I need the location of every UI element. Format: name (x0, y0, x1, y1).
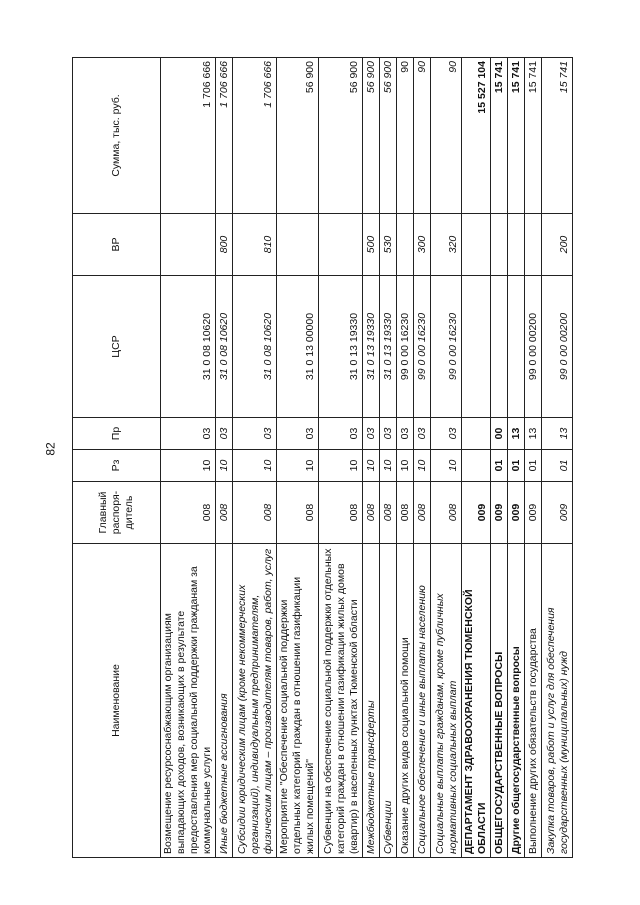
cell-csr: 31 0 13 19330 (319, 276, 363, 418)
cell-vr: 530 (380, 214, 397, 276)
header-rz: Рз (73, 450, 161, 482)
cell-rz (462, 450, 491, 482)
header-admin: Главный распоря- дитель (73, 482, 161, 544)
cell-admin: 009 (542, 482, 573, 544)
cell-sum: 56 900 (319, 58, 363, 214)
cell-pr: 03 (233, 418, 277, 450)
cell-rz: 10 (380, 450, 397, 482)
cell-vr: 800 (216, 214, 233, 276)
cell-admin: 008 (319, 482, 363, 544)
cell-rz: 01 (508, 450, 525, 482)
cell-csr (508, 276, 525, 418)
header-sum: Сумма, тыс. руб. (73, 58, 161, 214)
cell-admin: 008 (277, 482, 319, 544)
cell-pr: 00 (491, 418, 508, 450)
cell-name: Социальные выплаты гражданам, кроме публичных нормативных социальных выплат (431, 544, 462, 858)
header-csr: ЦСР (73, 276, 161, 418)
cell-vr (508, 214, 525, 276)
cell-rz: 10 (319, 450, 363, 482)
cell-name: ДЕПАРТАМЕНТ ЗДРАВООХРАНЕНИЯ ТЮМЕНСКОЙ ОБЛАСТИ (462, 544, 491, 858)
cell-sum: 15 741 (491, 58, 508, 214)
cell-csr (462, 276, 491, 418)
cell-vr (397, 214, 414, 276)
header-vr: ВР (73, 214, 161, 276)
cell-admin: 008 (363, 482, 380, 544)
cell-vr: 200 (542, 214, 573, 276)
cell-sum: 15 741 (542, 58, 573, 214)
cell-vr (277, 214, 319, 276)
cell-rz: 10 (431, 450, 462, 482)
cell-admin: 009 (462, 482, 491, 544)
cell-admin: 008 (216, 482, 233, 544)
cell-vr: 320 (431, 214, 462, 276)
cell-admin: 008 (380, 482, 397, 544)
cell-sum: 1 706 666 (161, 58, 216, 214)
cell-rz: 10 (414, 450, 431, 482)
cell-sum: 15 527 104 (462, 58, 491, 214)
cell-admin: 008 (161, 482, 216, 544)
cell-name: Оказание других видов социальной помощи (397, 544, 414, 858)
table-row (363, 58, 380, 858)
table-row (525, 58, 542, 858)
cell-rz: 01 (491, 450, 508, 482)
cell-vr (319, 214, 363, 276)
table-row (462, 58, 491, 858)
cell-name: Межбюджетные трансферты (363, 544, 380, 858)
cell-pr (462, 418, 491, 450)
cell-pr: 13 (525, 418, 542, 450)
cell-pr: 13 (508, 418, 525, 450)
cell-sum: 15 741 (508, 58, 525, 214)
cell-rz: 10 (161, 450, 216, 482)
cell-pr: 03 (363, 418, 380, 450)
cell-csr: 99 0 00 16230 (414, 276, 431, 418)
cell-pr: 03 (431, 418, 462, 450)
table-row (397, 58, 414, 858)
cell-vr (491, 214, 508, 276)
cell-name: Мероприятие "Обеспечение социальной поддержки отдельных категорий граждан в отношении газификации жилых помещений" (277, 544, 319, 858)
cell-name: Социальное обеспечение и иные выплаты населению (414, 544, 431, 858)
cell-name: Выполнение других обязательств государства (525, 544, 542, 858)
cell-pr: 03 (397, 418, 414, 450)
cell-sum: 1 706 666 (233, 58, 277, 214)
cell-rz: 10 (233, 450, 277, 482)
cell-sum: 90 (397, 58, 414, 214)
table-row (277, 58, 319, 858)
table-row (319, 58, 363, 858)
cell-rz: 01 (542, 450, 573, 482)
cell-admin: 008 (397, 482, 414, 544)
cell-admin: 009 (491, 482, 508, 544)
cell-csr: 99 0 00 00200 (525, 276, 542, 418)
cell-name: Возмещение ресурсоснабжающим организациям выпадающих доходов, возникающих в результате предоставления мер социальной поддержки гражданам за коммунальные услуги (161, 544, 216, 858)
cell-sum: 1 706 666 (216, 58, 233, 214)
header-pr: Пр (73, 418, 161, 450)
cell-vr: 500 (363, 214, 380, 276)
cell-pr: 03 (319, 418, 363, 450)
cell-name: Иные бюджетные ассигнования (216, 544, 233, 858)
cell-pr: 03 (161, 418, 216, 450)
cell-name: Субвенции (380, 544, 397, 858)
cell-admin: 008 (431, 482, 462, 544)
cell-csr (491, 276, 508, 418)
cell-vr (462, 214, 491, 276)
cell-csr: 31 0 13 00000 (277, 276, 319, 418)
table-row (431, 58, 462, 858)
cell-name: Субсидии юридическим лицам (кроме некоммерческих организаций), индивидуальным предпринимателям, физическим лицам – производителям товаров, работ, услуг (233, 544, 277, 858)
cell-name: Субвенции на обеспечение социальной поддержки отдельных категорий граждан в отношении газификации жилых домов (квартир) в населенных пунктах Тюменской области (319, 544, 363, 858)
cell-sum: 56 900 (363, 58, 380, 214)
cell-vr (525, 214, 542, 276)
cell-csr: 31 0 13 19330 (380, 276, 397, 418)
cell-csr: 31 0 13 19330 (363, 276, 380, 418)
rotated-page (72, 58, 572, 858)
cell-sum: 56 900 (380, 58, 397, 214)
table-row (542, 58, 573, 858)
cell-pr: 03 (380, 418, 397, 450)
table-row (414, 58, 431, 858)
cell-name: Другие общегосударственные вопросы (508, 544, 525, 858)
cell-admin: 008 (233, 482, 277, 544)
cell-admin: 009 (525, 482, 542, 544)
cell-rz: 10 (397, 450, 414, 482)
page-number: 82 (43, 442, 58, 456)
cell-pr: 03 (414, 418, 431, 450)
cell-vr (161, 214, 216, 276)
table-row (216, 58, 233, 858)
cell-csr: 99 0 00 00200 (542, 276, 573, 418)
cell-sum: 90 (414, 58, 431, 214)
cell-admin: 009 (508, 482, 525, 544)
budget-table (72, 57, 573, 858)
cell-name: Закупка товаров, работ и услуг для обеспечения государственных (муниципальных) нужд (542, 544, 573, 858)
cell-pr: 13 (542, 418, 573, 450)
cell-csr: 31 0 08 10620 (233, 276, 277, 418)
cell-admin: 008 (414, 482, 431, 544)
cell-vr: 810 (233, 214, 277, 276)
cell-csr: 31 0 08 10620 (161, 276, 216, 418)
table-row (508, 58, 525, 858)
cell-rz: 10 (216, 450, 233, 482)
table-body (161, 58, 573, 858)
header-name: Наименование (73, 544, 161, 858)
table-row (380, 58, 397, 858)
cell-sum: 15 741 (525, 58, 542, 214)
table-row (233, 58, 277, 858)
cell-csr: 31 0 08 10620 (216, 276, 233, 418)
cell-pr: 03 (277, 418, 319, 450)
cell-csr: 99 0 00 16230 (397, 276, 414, 418)
cell-pr: 03 (216, 418, 233, 450)
cell-rz: 10 (363, 450, 380, 482)
table-row (491, 58, 508, 858)
table-row (161, 58, 216, 858)
cell-sum: 90 (431, 58, 462, 214)
cell-rz: 01 (525, 450, 542, 482)
header-row (73, 58, 161, 858)
cell-vr: 300 (414, 214, 431, 276)
cell-csr: 99 0 00 16230 (431, 276, 462, 418)
cell-rz: 10 (277, 450, 319, 482)
cell-name: ОБЩЕГОСУДАРСТВЕННЫЕ ВОПРОСЫ (491, 544, 508, 858)
cell-sum: 56 900 (277, 58, 319, 214)
